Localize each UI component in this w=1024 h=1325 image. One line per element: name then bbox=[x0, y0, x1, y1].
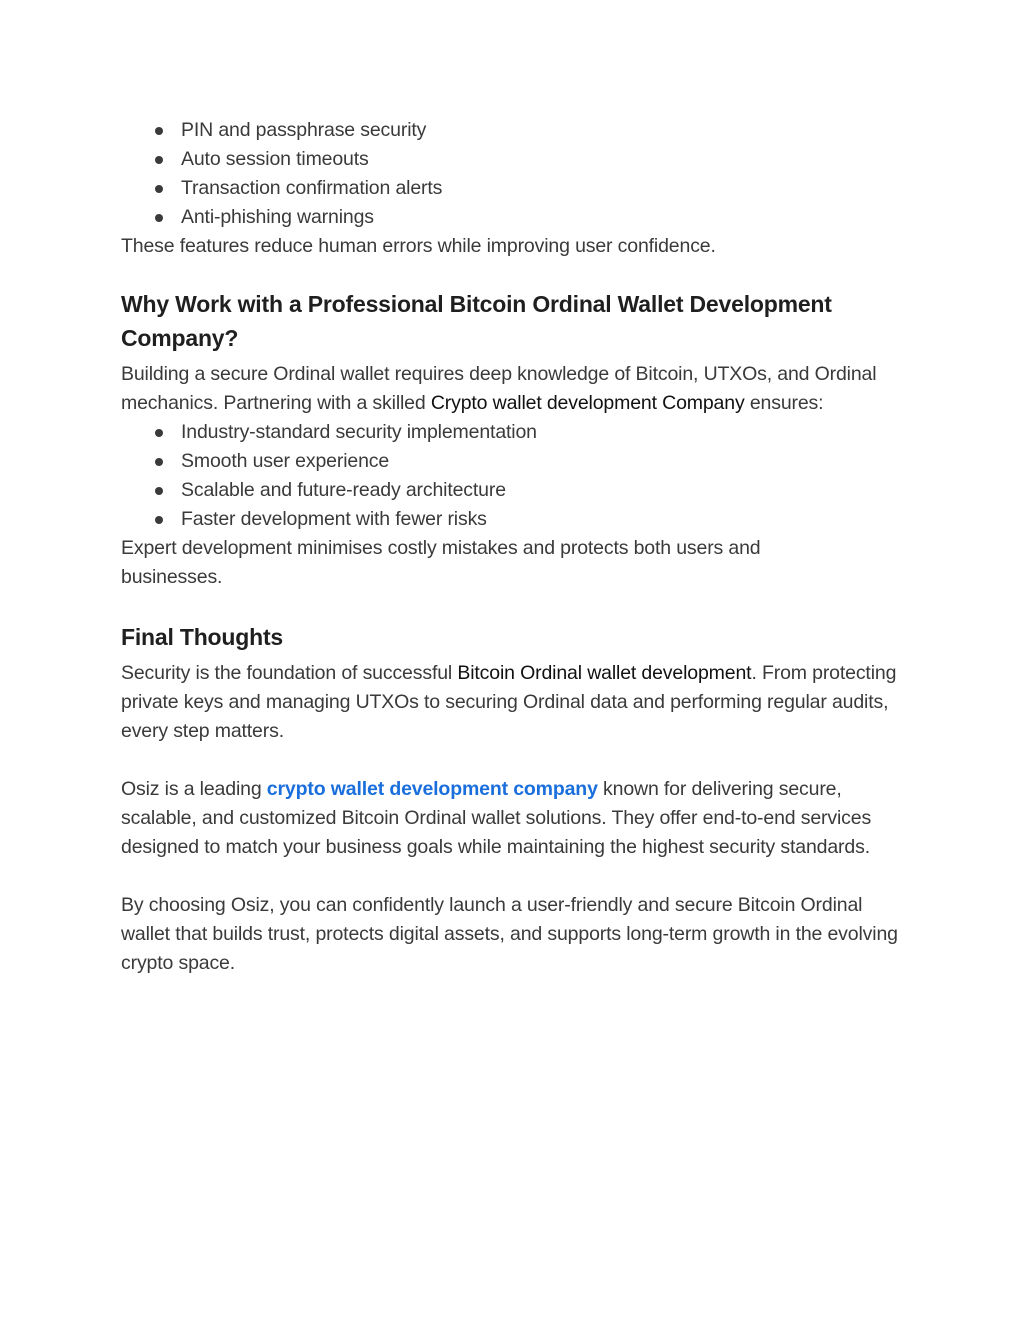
list-item-text: Industry-standard security implementation bbox=[181, 421, 537, 443]
bullet-icon bbox=[155, 487, 163, 495]
list-item bbox=[121, 203, 911, 232]
benefits-list bbox=[121, 418, 911, 534]
list-item bbox=[121, 447, 911, 476]
final-p1-text-end: . From protecting private keys and managing UTXOs to securing Ordinal data and performing regular audits, every step matters. bbox=[121, 662, 897, 742]
features-summary: These features reduce human errors while improving user confidence. bbox=[121, 235, 716, 257]
crypto-wallet-company-link[interactable]: Crypto wallet development Company bbox=[430, 392, 745, 414]
list-item-text: Smooth user experience bbox=[181, 450, 390, 472]
security-features-list bbox=[121, 116, 911, 232]
list-item bbox=[121, 476, 911, 505]
list-item bbox=[121, 116, 911, 145]
final-p1-text: Security is the foundation of successful bbox=[121, 662, 458, 684]
list-item-text: Transaction confirmation alerts bbox=[181, 177, 443, 199]
crypto-wallet-development-company-link[interactable]: crypto wallet development company bbox=[266, 778, 598, 800]
list-item-text: Auto session timeouts bbox=[181, 148, 369, 170]
list-item-text: PIN and passphrase security bbox=[181, 119, 427, 141]
why-intro-text: Building a secure Ordinal wallet requires deep knowledge of Bitcoin, UTXOs, and Ordinal mechanics. Partnering with a skilled bbox=[121, 363, 877, 414]
list-item-text: Anti-phishing warnings bbox=[181, 206, 374, 228]
bullet-icon bbox=[155, 185, 163, 193]
why-intro-text-end: ensures: bbox=[744, 392, 824, 414]
bullet-icon bbox=[155, 516, 163, 524]
document-page bbox=[121, 116, 911, 978]
final-thoughts-heading: Final Thoughts bbox=[121, 624, 284, 650]
bullet-icon bbox=[155, 458, 163, 466]
bullet-icon bbox=[155, 214, 163, 222]
final-paragraph-3: By choosing Osiz, you can confidently launch a user-friendly and secure Bitcoin Ordinal wallet that builds trust, protects digital assets, and supports long-term growth in the evolving crypto space. bbox=[121, 894, 898, 974]
final-paragraph-1 bbox=[121, 659, 911, 746]
bullet-icon bbox=[155, 429, 163, 437]
bullet-icon bbox=[155, 127, 163, 135]
bullet-icon bbox=[155, 156, 163, 164]
list-item bbox=[121, 505, 911, 534]
list-item bbox=[121, 145, 911, 174]
final-p2-text: Osiz is a leading bbox=[121, 778, 267, 800]
why-intro-paragraph bbox=[121, 360, 911, 418]
final-paragraph-2 bbox=[121, 775, 911, 862]
why-section-heading: Why Work with a Professional Bitcoin Ordinal Wallet Development Company? bbox=[121, 291, 832, 351]
list-item bbox=[121, 174, 911, 203]
bitcoin-ordinal-wallet-link[interactable]: Bitcoin Ordinal wallet development bbox=[457, 662, 752, 684]
why-summary: Expert development minimises costly mistakes and protects both users and businesses. bbox=[121, 537, 761, 588]
list-item-text: Scalable and future-ready architecture bbox=[181, 479, 506, 501]
list-item-text: Faster development with fewer risks bbox=[181, 508, 487, 530]
final-p2-text-end: known for delivering secure, scalable, and customized Bitcoin Ordinal wallet solutions. They offer end-to-end services designed to match your business goals while maintaining the highest security standards. bbox=[121, 778, 872, 858]
list-item bbox=[121, 418, 911, 447]
